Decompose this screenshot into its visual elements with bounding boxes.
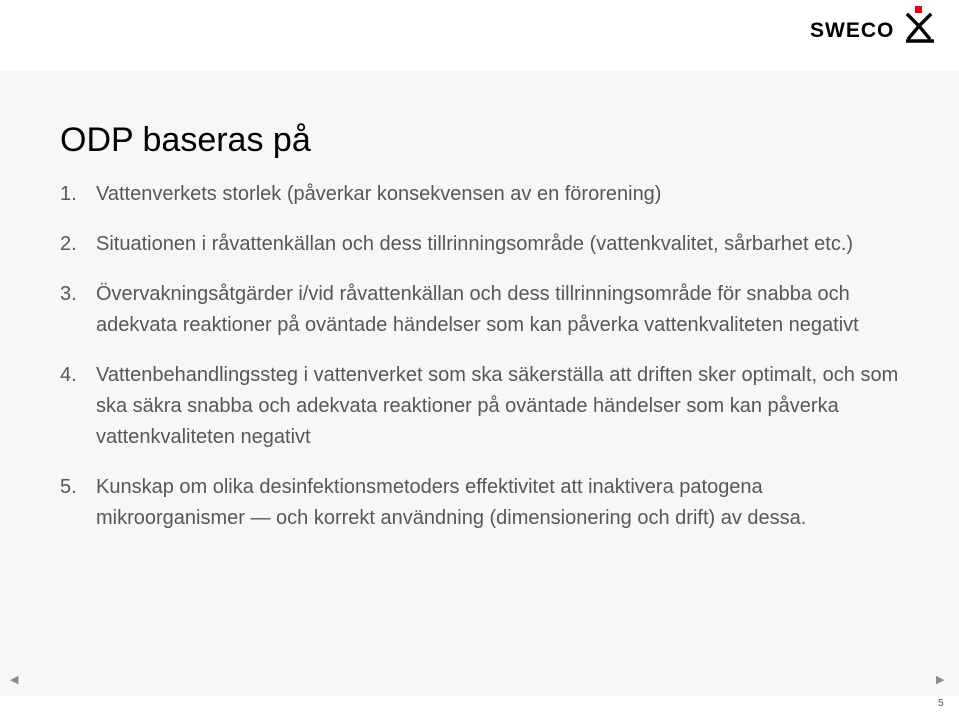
list-item (60, 472, 910, 534)
list-item (60, 229, 910, 260)
triangle-left-icon: ◀ (10, 674, 19, 686)
page-number: 5 (938, 698, 944, 709)
list-item-text: Vattenbehandlingssteg i vattenverket som ska säkerställa att driften sker optimalt, och som ska säkra snabba och adekvata reaktioner på oväntade händelser som kan påverka vattenkvaliteten negativt (96, 364, 899, 448)
list-item-text: Situationen i råvattenkällan och dess tillrinningsområde (vattenkvalitet, sårbarhet etc.) (96, 233, 854, 255)
slide-title: ODP baseras på (60, 121, 311, 159)
previous-slide-button[interactable] (10, 675, 18, 686)
sweco-logo (806, 6, 940, 44)
triangle-right-icon: ▶ (936, 674, 945, 686)
list-item (60, 179, 910, 210)
list-item-text: Kunskap om olika desinfektionsmetoders effektivitet att inaktivera patogena mikroorganismer — och korrekt användning (dimensionering och drift) av dessa. (96, 476, 807, 529)
list-item-number: 1. (60, 183, 77, 205)
logo-wordmark: SWECO (810, 19, 895, 42)
list-item-number: 3. (60, 283, 77, 305)
list-item-text: Vattenverkets storlek (påverkar konsekvensen av en förorening) (96, 183, 662, 205)
numbered-list (60, 179, 910, 553)
list-item-number: 2. (60, 233, 77, 255)
list-item-number: 5. (60, 476, 77, 498)
next-slide-button[interactable] (936, 675, 944, 686)
list-item-number: 4. (60, 364, 77, 386)
list-item (60, 360, 910, 453)
list-item (60, 279, 910, 341)
sweco-emblem-icon (904, 6, 938, 44)
list-item-text: Övervakningsåtgärder i/vid råvattenkällan och dess tillrinningsområde för snabba och adekvata reaktioner på oväntade händelser som kan påverka vattenkvaliteten negativt (96, 283, 859, 336)
